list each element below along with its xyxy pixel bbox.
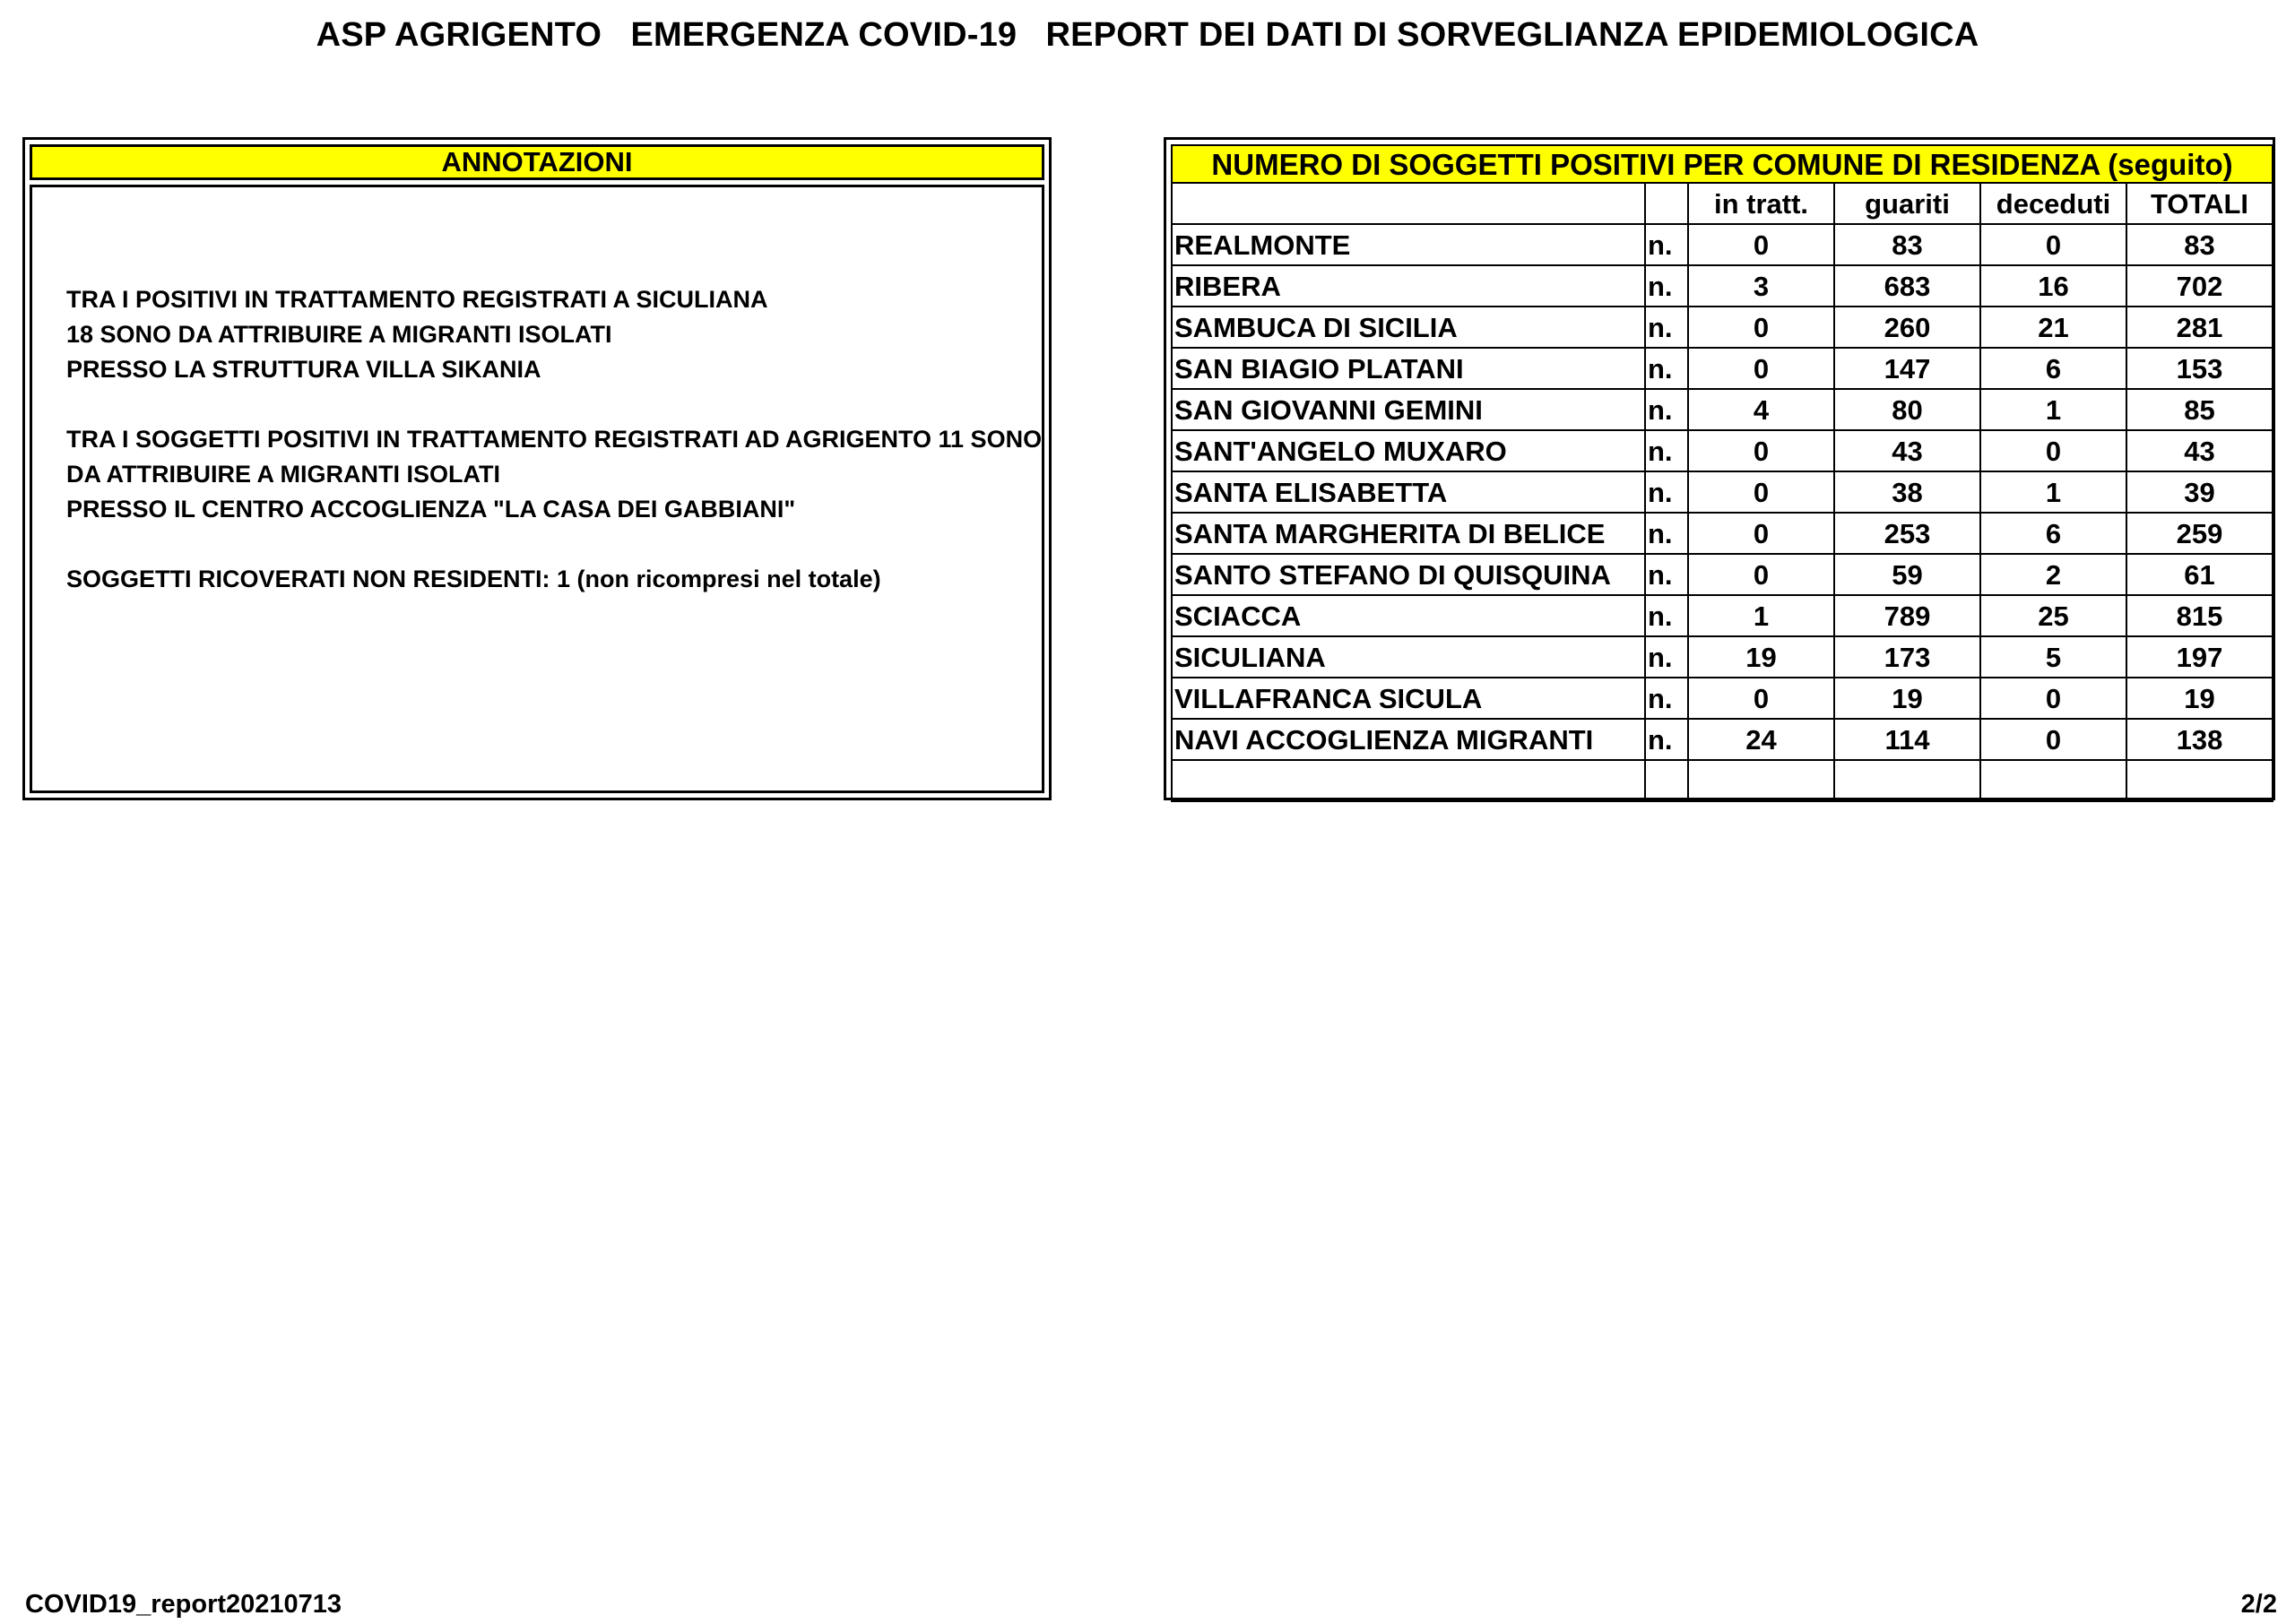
in-tratt-value: 0	[1688, 471, 1834, 513]
totali-value: 815	[2126, 595, 2273, 636]
comune-name: SAN GIOVANNI GEMINI	[1172, 389, 1645, 430]
in-tratt-value: 0	[1688, 348, 1834, 389]
annotations-body	[30, 185, 1044, 793]
comune-name: SANTA ELISABETTA	[1172, 471, 1645, 513]
table-row	[1172, 307, 2273, 348]
column-header-in-tratt: in tratt.	[1688, 183, 1834, 224]
comune-name: SAMBUCA DI SICILIA	[1172, 307, 1645, 348]
comune-name: NAVI ACCOGLIENZA MIGRANTI	[1172, 719, 1645, 760]
unit-label: n.	[1645, 265, 1688, 307]
guariti-value: 38	[1834, 471, 1980, 513]
comune-name: RIBERA	[1172, 265, 1645, 307]
totali-value: 197	[2126, 636, 2273, 678]
table-row	[1172, 636, 2273, 678]
deceduti-value: 1	[1980, 471, 2126, 513]
unit-label: n.	[1645, 430, 1688, 471]
in-tratt-value: 1	[1688, 595, 1834, 636]
empty-cell	[1172, 760, 1645, 801]
annotation-line: DA ATTRIBUIRE A MIGRANTI ISOLATI	[66, 461, 500, 488]
unit-label: n.	[1645, 595, 1688, 636]
guariti-value: 19	[1834, 678, 1980, 719]
table-title-row	[1172, 145, 2273, 183]
column-header-deceduti: deceduti	[1980, 183, 2126, 224]
annotation-line: TRA I POSITIVI IN TRATTAMENTO REGISTRATI A SICULIANA	[66, 286, 768, 313]
page-title: ASP AGRIGENTO EMERGENZA COVID-19 REPORT DEI DATI DI SORVEGLIANZA EPIDEMIOLOGICA	[316, 16, 1979, 54]
in-tratt-value: 24	[1688, 719, 1834, 760]
table-row	[1172, 554, 2273, 595]
comune-name: SCIACCA	[1172, 595, 1645, 636]
empty-cell	[1645, 760, 1688, 801]
totali-value: 702	[2126, 265, 2273, 307]
unit-label: n.	[1645, 348, 1688, 389]
comune-name: SICULIANA	[1172, 636, 1645, 678]
table-title: NUMERO DI SOGGETTI POSITIVI PER COMUNE DI RESIDENZA (seguito)	[1172, 145, 2273, 183]
guariti-value: 253	[1834, 513, 1980, 554]
comune-name: SANT'ANGELO MUXARO	[1172, 430, 1645, 471]
annotations-panel	[22, 137, 1052, 800]
unit-label: n.	[1645, 389, 1688, 430]
annotation-line: 18 SONO DA ATTRIBUIRE A MIGRANTI ISOLATI	[66, 321, 612, 348]
unit-label: n.	[1645, 471, 1688, 513]
unit-label: n.	[1645, 678, 1688, 719]
guariti-value: 173	[1834, 636, 1980, 678]
deceduti-value: 0	[1980, 719, 2126, 760]
guariti-value: 80	[1834, 389, 1980, 430]
deceduti-value: 16	[1980, 265, 2126, 307]
comune-name: SANTO STEFANO DI QUISQUINA	[1172, 554, 1645, 595]
unit-label: n.	[1645, 224, 1688, 265]
in-tratt-value: 0	[1688, 554, 1834, 595]
unit-label: n.	[1645, 513, 1688, 554]
page-number: 2/2	[2240, 1590, 2277, 1619]
deceduti-value: 21	[1980, 307, 2126, 348]
deceduti-value: 0	[1980, 430, 2126, 471]
empty-cell	[1834, 760, 1980, 801]
guariti-value: 114	[1834, 719, 1980, 760]
totali-value: 153	[2126, 348, 2273, 389]
unit-label: n.	[1645, 719, 1688, 760]
totali-value: 85	[2126, 389, 2273, 430]
column-header-totali: TOTALI	[2126, 183, 2273, 224]
table-row	[1172, 719, 2273, 760]
guariti-value: 59	[1834, 554, 1980, 595]
in-tratt-value: 3	[1688, 265, 1834, 307]
in-tratt-value: 0	[1688, 678, 1834, 719]
guariti-value: 683	[1834, 265, 1980, 307]
column-header-empty	[1172, 183, 1645, 224]
totali-value: 43	[2126, 430, 2273, 471]
in-tratt-value: 19	[1688, 636, 1834, 678]
table-row	[1172, 678, 2273, 719]
guariti-value: 43	[1834, 430, 1980, 471]
in-tratt-value: 0	[1688, 224, 1834, 265]
table-row	[1172, 513, 2273, 554]
unit-label: n.	[1645, 554, 1688, 595]
annotation-line: TRA I SOGGETTI POSITIVI IN TRATTAMENTO REGISTRATI AD AGRIGENTO 11 SONO	[66, 426, 1043, 453]
column-header-guariti: guariti	[1834, 183, 1980, 224]
table-row	[1172, 224, 2273, 265]
in-tratt-value: 0	[1688, 513, 1834, 554]
guariti-value: 260	[1834, 307, 1980, 348]
annotation-line: SOGGETTI RICOVERATI NON RESIDENTI: 1 (non ricompresi nel totale)	[66, 566, 881, 592]
empty-cell	[1688, 760, 1834, 801]
table-row	[1172, 265, 2273, 307]
deceduti-value: 6	[1980, 513, 2126, 554]
comune-name: SAN BIAGIO PLATANI	[1172, 348, 1645, 389]
deceduti-value: 5	[1980, 636, 2126, 678]
deceduti-value: 1	[1980, 389, 2126, 430]
report-filename: COVID19_report20210713	[25, 1590, 342, 1619]
totali-value: 39	[2126, 471, 2273, 513]
table-row	[1172, 348, 2273, 389]
unit-label: n.	[1645, 636, 1688, 678]
totali-value: 83	[2126, 224, 2273, 265]
annotation-line: PRESSO LA STRUTTURA VILLA SIKANIA	[66, 356, 541, 383]
totali-value: 138	[2126, 719, 2273, 760]
totali-value: 259	[2126, 513, 2273, 554]
in-tratt-value: 4	[1688, 389, 1834, 430]
annotation-line: PRESSO IL CENTRO ACCOGLIENZA "LA CASA DEI GABBIANI"	[66, 496, 796, 523]
positivi-table-panel	[1164, 137, 2275, 800]
totali-value: 19	[2126, 678, 2273, 719]
table-row	[1172, 595, 2273, 636]
empty-cell	[1980, 760, 2126, 801]
totali-value: 61	[2126, 554, 2273, 595]
column-header-row	[1172, 183, 2273, 224]
table-row	[1172, 389, 2273, 430]
deceduti-value: 0	[1980, 678, 2126, 719]
empty-cell	[2126, 760, 2273, 801]
totali-value: 281	[2126, 307, 2273, 348]
deceduti-value: 6	[1980, 348, 2126, 389]
guariti-value: 83	[1834, 224, 1980, 265]
deceduti-value: 2	[1980, 554, 2126, 595]
in-tratt-value: 0	[1688, 307, 1834, 348]
table-row	[1172, 430, 2273, 471]
table-empty-row	[1172, 760, 2273, 801]
guariti-value: 789	[1834, 595, 1980, 636]
guariti-value: 147	[1834, 348, 1980, 389]
unit-label: n.	[1645, 307, 1688, 348]
comune-name: REALMONTE	[1172, 224, 1645, 265]
in-tratt-value: 0	[1688, 430, 1834, 471]
column-header-empty	[1645, 183, 1688, 224]
annotations-header: ANNOTAZIONI	[30, 144, 1044, 180]
comune-name: VILLAFRANCA SICULA	[1172, 678, 1645, 719]
positivi-table	[1171, 144, 2273, 802]
deceduti-value: 0	[1980, 224, 2126, 265]
comune-name: SANTA MARGHERITA DI BELICE	[1172, 513, 1645, 554]
deceduti-value: 25	[1980, 595, 2126, 636]
table-row	[1172, 471, 2273, 513]
